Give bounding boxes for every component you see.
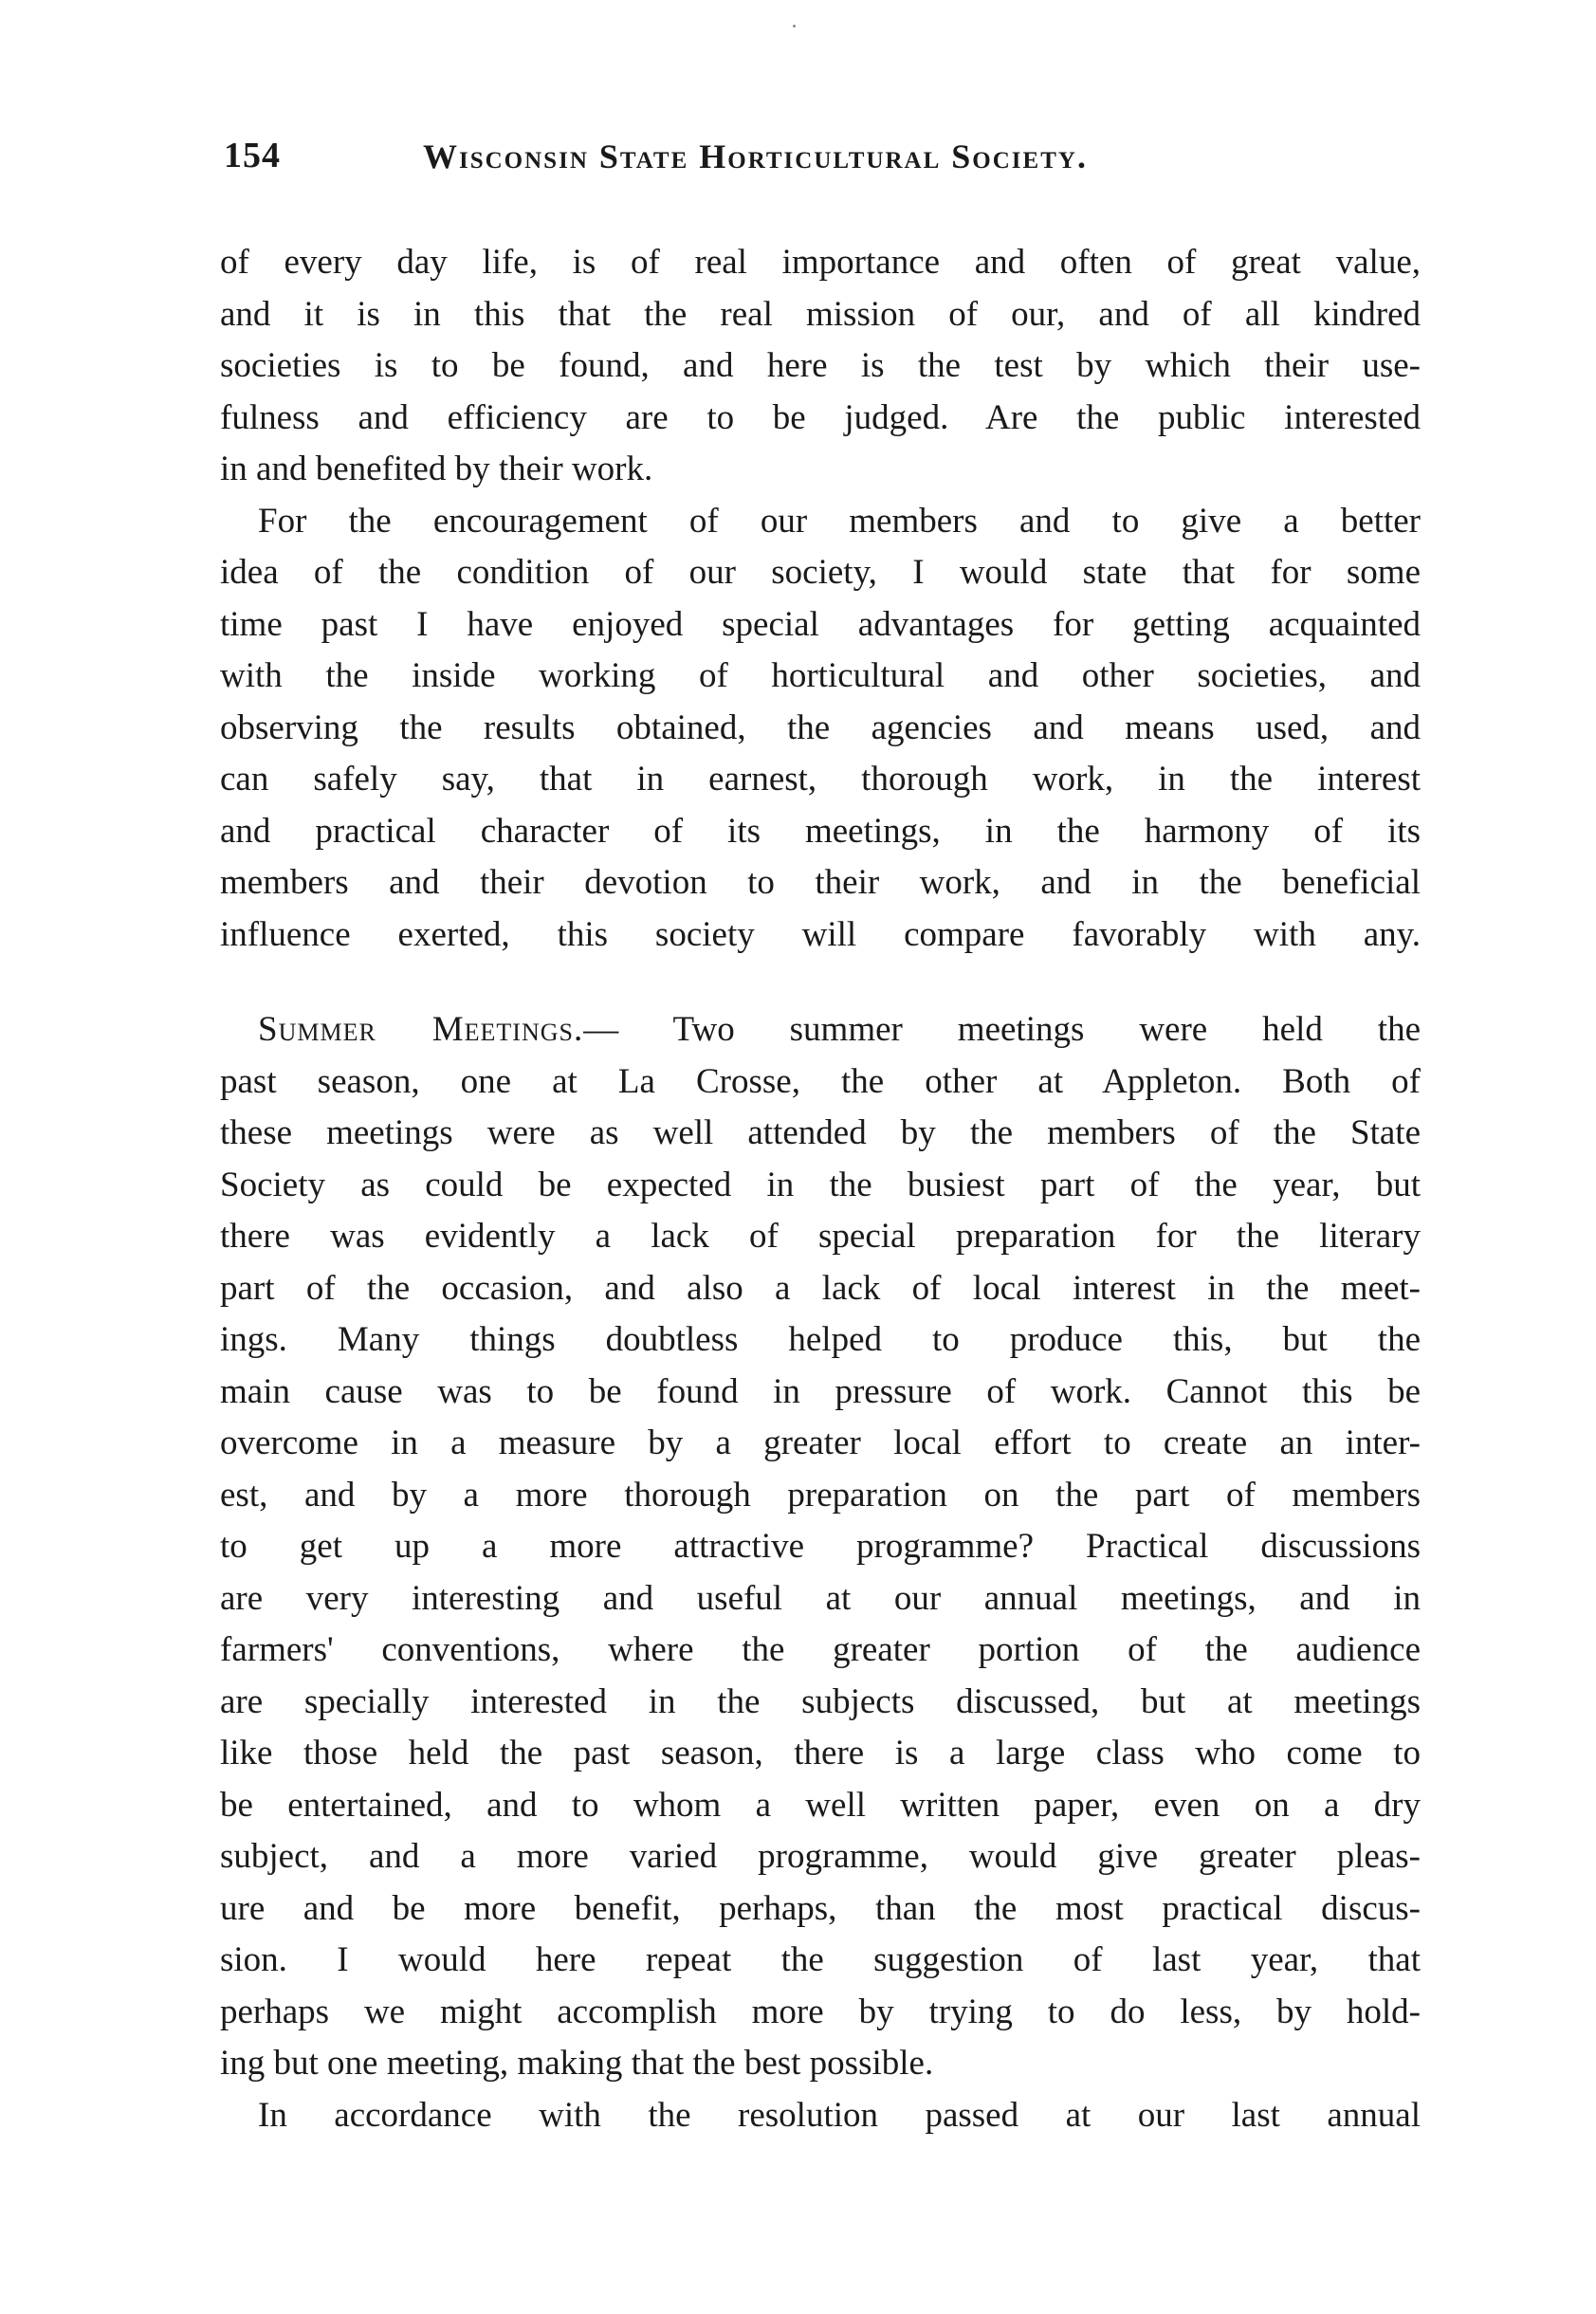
section-heading: Summer Meetings. [258,1010,584,1049]
text-line: members and their devotion to their work, and in the beneficial [220,863,1421,902]
body-text [220,237,1421,2141]
text-line: observing the results obtained, the agencies and means used, and [220,707,1421,747]
text-line: are very interesting and useful at our annual meetings, and in [220,1578,1421,1618]
text-line: and practical character of its meetings, in the harmony of its [220,811,1421,851]
text-line: past season, one at La Crosse, the other at Appleton. Both of [220,1061,1421,1101]
text-line: est, and by a more thorough preparation on the part of members [220,1475,1421,1515]
paper-speck [793,25,796,28]
text-line: are specially interested in the subjects discussed, but at meetings [220,1681,1421,1721]
text-line: main cause was to be found in pressure of work. Cannot this be [220,1371,1421,1411]
text-line: of every day life, is of real importance and often of great value, [220,243,1421,282]
text-line: in and benefited by their work. [220,450,653,488]
text-line: part of the occasion, and also a lack of local interest in the meet- [220,1268,1421,1308]
text-line: can safely say, that in earnest, thorough work, in the interest [220,760,1421,799]
text-line: sion. I would here repeat the suggestion of last year, that [220,1940,1421,1979]
running-title: Wisconsin State Horticultural Society. [423,138,1088,175]
text-line: these meetings were as well attended by the members of the State [220,1113,1421,1152]
text-line: fulness and efficiency are to be judged. Are the public interested [220,397,1421,437]
text-line: For the encouragement of our members and to give a better [258,501,1421,541]
page-number: 154 [224,136,281,175]
text-line: perhaps we might accomplish more by trying to do less, by hold- [220,1992,1421,2031]
text-line: subject, and a more varied programme, would give greater pleas- [220,1837,1421,1876]
text-line: to get up a more attractive programme? Practical discussions [220,1527,1421,1566]
text-line: there was evidently a lack of special preparation for the literary [220,1217,1421,1256]
paragraph-3 [220,1004,1421,2090]
text-line: like those held the past season, there is a large class who come to [220,1734,1421,1772]
text-line: ings. Many things doubtless helped to produce this, but the [220,1320,1421,1359]
text-line: societies is to be found, and here is the test by which their use- [220,346,1421,385]
text-line: influence exerted, this society will compare favorably with any. [220,914,1421,954]
text-line [220,1004,1421,1056]
paragraph-1 [220,237,1421,496]
text-line: ure and be more benefit, perhaps, than the most practical discus- [220,1888,1421,1928]
text-line-segment: — Two summer meetings were held the [583,1010,1421,1049]
text-line: In accordance with the resolution passed at our last annual [258,2095,1421,2135]
text-line: with the inside working of horticultural and other societies, and [220,656,1421,695]
paragraph-2 [220,496,1421,962]
text-line: farmers' conventions, where the greater portion of the audience [220,1630,1421,1669]
text-line: ing but one meeting, making that the best possible. [220,2044,934,2083]
section-gap [220,961,1421,1004]
text-line: idea of the condition of our society, I would state that for some [220,553,1421,592]
text-line: time past I have enjoyed special advantages for getting acquainted [220,604,1421,644]
paragraph-4 [220,2090,1421,2142]
text-line: Society as could be expected in the busiest part of the year, but [220,1165,1421,1204]
page-header [224,135,1238,192]
text-line: and it is in this that the real mission of our, and of all kindred [220,294,1421,334]
text-line: be entertained, and to whom a well written paper, even on a dry [220,1785,1421,1825]
text-line: overcome in a measure by a greater local effort to create an inter- [220,1423,1421,1462]
